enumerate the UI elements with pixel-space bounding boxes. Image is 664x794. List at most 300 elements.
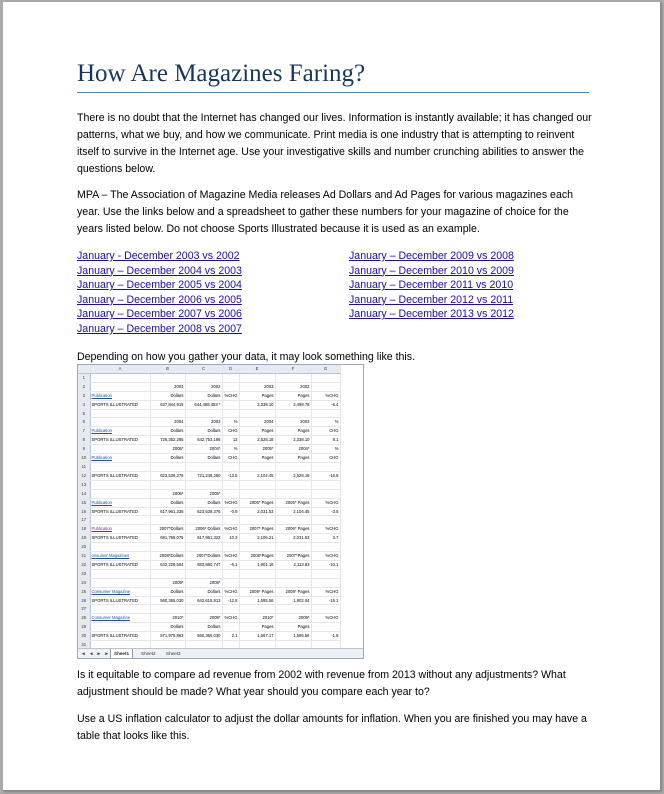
row-header: 27 bbox=[78, 605, 90, 614]
sheet-cell: 560,365,030 bbox=[185, 632, 222, 641]
row-header: 5 bbox=[78, 409, 90, 418]
sheet-row bbox=[78, 596, 340, 605]
sheet-cell: 2003 bbox=[185, 418, 222, 427]
sheet-cell bbox=[275, 543, 311, 552]
row-header: 2 bbox=[78, 382, 90, 391]
sheet-cell: 2,338.10 bbox=[275, 436, 311, 445]
report-link-left-0[interactable]: January - December 2003 vs 2002 bbox=[77, 250, 240, 262]
sheet-cell: %CHG bbox=[222, 587, 239, 596]
sheet-row bbox=[78, 418, 340, 427]
sheet-cell: 637,844,915 bbox=[150, 400, 185, 409]
sheet-cell bbox=[222, 605, 239, 614]
sheet-cell: %CHG bbox=[311, 614, 340, 623]
sheet-cell bbox=[222, 409, 239, 418]
sheet-row bbox=[78, 427, 340, 436]
sheet-cell bbox=[275, 373, 311, 382]
report-link-right-0[interactable]: January – December 2009 vs 2008 bbox=[349, 250, 514, 262]
spreadsheet-screenshot bbox=[77, 364, 364, 659]
sheet-cell: Pages bbox=[239, 623, 275, 632]
sheet-cell bbox=[90, 569, 150, 578]
sheet-cell bbox=[239, 462, 275, 471]
sheet-cell bbox=[90, 409, 150, 418]
sheet-cell: 681,768,075 bbox=[150, 534, 185, 543]
sheet-cell: %CHG bbox=[222, 391, 239, 400]
sheet-nav-arrows-icon: ◄ ◄ ► ► bbox=[81, 651, 111, 656]
sheet-cell bbox=[90, 445, 150, 454]
sheet-cell: 2009* bbox=[185, 614, 222, 623]
sheet-cell: 13 bbox=[222, 436, 239, 445]
sheet-row bbox=[78, 587, 340, 596]
sheet-cell bbox=[222, 489, 239, 498]
sheet-cell: Pages bbox=[275, 623, 311, 632]
report-link-right-3[interactable]: January – December 2012 vs 2011 bbox=[349, 293, 514, 306]
sheet-cell bbox=[150, 480, 185, 489]
sheet-row bbox=[78, 436, 340, 445]
sheet-row bbox=[78, 623, 340, 632]
sheet-cell: Publication bbox=[90, 498, 150, 507]
sheet-cell: 2004* bbox=[275, 445, 311, 454]
sheet-cell: 2007*Dollars bbox=[150, 525, 185, 534]
row-header: 21 bbox=[78, 552, 90, 561]
sheet-cell: SPORTS ILLUSTRATED bbox=[90, 596, 150, 605]
sheet-cell: 2010* bbox=[239, 614, 275, 623]
row-header: 18 bbox=[78, 525, 90, 534]
row-header: 29 bbox=[78, 623, 90, 632]
row-header: 19 bbox=[78, 534, 90, 543]
sheet-cell: 2,528.18 bbox=[275, 471, 311, 480]
sheet-row bbox=[78, 578, 340, 587]
sheet-cell bbox=[222, 462, 239, 471]
sheet-cell bbox=[311, 409, 340, 418]
sheet-cell: -16.8 bbox=[311, 471, 340, 480]
sheet-row bbox=[78, 409, 340, 418]
sheet-cell: Dollars bbox=[150, 498, 185, 507]
report-link-left-3[interactable]: January – December 2006 vs 2005 bbox=[77, 293, 242, 306]
sheet-cell bbox=[150, 569, 185, 578]
links-column-left bbox=[77, 249, 242, 337]
sheet-cell bbox=[275, 569, 311, 578]
sheet-cell bbox=[90, 382, 150, 391]
sheet-cell: 642,753,186 bbox=[185, 436, 222, 445]
sheet-cell: %CHG bbox=[222, 498, 239, 507]
sheet-cell bbox=[90, 578, 150, 587]
report-link-left-2[interactable]: January – December 2005 vs 2004 bbox=[77, 279, 242, 292]
sheet-cell: CHG bbox=[311, 454, 340, 463]
sheet-cell: 2010* bbox=[150, 614, 185, 623]
sheet-cell bbox=[275, 409, 311, 418]
sheet-cell bbox=[90, 462, 150, 471]
sheet-cell bbox=[239, 489, 275, 498]
sheet-cell: 571,975,863 bbox=[150, 632, 185, 641]
sheet-cell: 2007*Pages bbox=[275, 552, 311, 561]
sheet-cell: 2,031.53 bbox=[275, 534, 311, 543]
sheet-cell: 2009* bbox=[275, 614, 311, 623]
sheet-cell bbox=[150, 462, 185, 471]
sheet-cell: 623,539,376 bbox=[185, 507, 222, 516]
sheet-cell bbox=[222, 543, 239, 552]
sheet-cell bbox=[150, 409, 185, 418]
sheet-cell: 2003 bbox=[150, 382, 185, 391]
sheet-cell: Consumer Magazine bbox=[90, 614, 150, 623]
sheet-cell: 2,106.21 bbox=[239, 534, 275, 543]
sheet-row bbox=[78, 614, 340, 623]
sheet-tabs-bar bbox=[78, 648, 363, 658]
sheet-cell: 2.1 bbox=[222, 632, 239, 641]
sheet-cell: %CHG bbox=[311, 525, 340, 534]
sheet-row bbox=[78, 498, 340, 507]
sheet-cell: -13.5 bbox=[222, 471, 239, 480]
sheet-cell bbox=[90, 418, 150, 427]
sheet-row bbox=[78, 400, 340, 409]
sheet-cell: SPORTS ILLUSTRATED bbox=[90, 436, 150, 445]
sheet-cell: 2009* Pages bbox=[239, 587, 275, 596]
sheet-cell bbox=[185, 543, 222, 552]
row-header: 3 bbox=[78, 391, 90, 400]
sheet-cell: -3.5 bbox=[311, 507, 340, 516]
sheet-cell: -16.1 bbox=[311, 596, 340, 605]
sheet-cell: 2002 bbox=[185, 382, 222, 391]
sheet-cell: CHG bbox=[311, 427, 340, 436]
sheet-cell: % bbox=[222, 445, 239, 454]
sheet-cell bbox=[222, 400, 239, 409]
sheet-tab-3: Sheet3 bbox=[166, 651, 181, 656]
row-header: 11 bbox=[78, 462, 90, 471]
row-header: 6 bbox=[78, 418, 90, 427]
sheet-cell: Dollars bbox=[185, 391, 222, 400]
sheet-cell: Publication bbox=[90, 454, 150, 463]
row-header: 9 bbox=[78, 445, 90, 454]
sheet-cell: 2006* Dollars bbox=[185, 525, 222, 534]
sheet-row bbox=[78, 632, 340, 641]
sheet-cell: SPORTS ILLUSTRATED bbox=[90, 632, 150, 641]
sheet-cell: 1,595.56 bbox=[275, 632, 311, 641]
sheet-cell bbox=[311, 569, 340, 578]
row-header: 25 bbox=[78, 587, 90, 596]
report-link-left-4[interactable]: January – December 2007 vs 2006 bbox=[77, 308, 242, 321]
sheet-cell: Pages bbox=[239, 454, 275, 463]
sheet-cell bbox=[185, 480, 222, 489]
sheet-cell: SPORTS ILLUSTRATED bbox=[90, 534, 150, 543]
sheet-cell: 2007* Pages bbox=[239, 525, 275, 534]
row-header: 13 bbox=[78, 480, 90, 489]
row-header: 26 bbox=[78, 596, 90, 605]
sheet-cell: 2008*Pages bbox=[239, 552, 275, 561]
sheet-cell: Dollars bbox=[185, 623, 222, 632]
sheet-cell: Dollars bbox=[150, 454, 185, 463]
sheet-cell bbox=[239, 373, 275, 382]
sheet-cell bbox=[90, 516, 150, 525]
sheet-cell: 1,901.16 bbox=[239, 560, 275, 569]
sheet-cell: 2009* bbox=[150, 578, 185, 587]
sheet-cell bbox=[222, 623, 239, 632]
sheet-cell: 2004 bbox=[239, 418, 275, 427]
sheet-row bbox=[78, 382, 340, 391]
sheet-row bbox=[78, 489, 340, 498]
sheet-cell bbox=[90, 373, 150, 382]
sheet-cell bbox=[150, 516, 185, 525]
mpa-paragraph: MPA – The Association of Magazine Media releases Ad Dollars and Ad Pages for various magazines each year. Use the links below and a spreadsheet to gather these numbers for your magazine of choice for the years listed below. Do not choose Sports Illustrated because it is used as an example. bbox=[77, 189, 574, 235]
sheet-cell: 2004* bbox=[185, 445, 222, 454]
sheet-cell bbox=[185, 516, 222, 525]
sheet-cell: -6.4 bbox=[311, 400, 340, 409]
sheet-cell: 726,352,285 bbox=[150, 436, 185, 445]
sheet-cell bbox=[239, 578, 275, 587]
column-header: D bbox=[222, 365, 239, 373]
sheet-cell: 2,031.53 bbox=[239, 507, 275, 516]
sheet-cell bbox=[239, 569, 275, 578]
column-header: E bbox=[239, 365, 275, 373]
sheet-cell: 2,104.45 bbox=[239, 471, 275, 480]
sheet-cell bbox=[239, 409, 275, 418]
sheet-cell: 2005* Pages bbox=[275, 498, 311, 507]
sheet-cell: 2005* bbox=[185, 489, 222, 498]
sheet-cell: Dollars bbox=[185, 498, 222, 507]
sheet-cell bbox=[239, 516, 275, 525]
sheet-cell bbox=[90, 623, 150, 632]
row-header: 30 bbox=[78, 632, 90, 641]
sheet-cell: SPORTS ILLUSTRATED bbox=[90, 560, 150, 569]
sheet-row bbox=[78, 507, 340, 516]
sheet-cell bbox=[311, 489, 340, 498]
sheet-cell bbox=[150, 605, 185, 614]
spreadsheet-grid bbox=[78, 365, 341, 650]
sheet-cell: 2008* bbox=[185, 578, 222, 587]
row-header: 4 bbox=[78, 400, 90, 409]
sheet-cell: 2,113.83 bbox=[275, 560, 311, 569]
sheet-cell: 617,961,336 bbox=[150, 507, 185, 516]
sheet-cell bbox=[275, 516, 311, 525]
sheet-cell: 623,539,376 bbox=[150, 471, 185, 480]
sheet-cell: %CHG bbox=[222, 614, 239, 623]
sheet-cell: 2004 bbox=[150, 418, 185, 427]
sheet-cell: 1,567.17 bbox=[239, 632, 275, 641]
sheet-row bbox=[78, 516, 340, 525]
row-header: 14 bbox=[78, 489, 90, 498]
sheet-cell: 2006* Pages bbox=[239, 498, 275, 507]
sheet-row bbox=[78, 525, 340, 534]
sheet-cell: 2,528.18 bbox=[239, 436, 275, 445]
sheet-cell: SPORTS ILLUSTRATED bbox=[90, 471, 150, 480]
sheet-cell bbox=[311, 373, 340, 382]
sheet-cell bbox=[275, 462, 311, 471]
sheet-row bbox=[78, 560, 340, 569]
sheet-cell bbox=[311, 516, 340, 525]
sheet-cell: CHG bbox=[222, 454, 239, 463]
sheet-cell: 560,365,030 bbox=[150, 596, 185, 605]
sheet-cell: %CHG bbox=[311, 587, 340, 596]
sheet-cell: 2006* Pages bbox=[275, 525, 311, 534]
sheet-cell: -1.8 bbox=[311, 632, 340, 641]
sheet-row bbox=[78, 471, 340, 480]
sheet-cell bbox=[90, 543, 150, 552]
sheet-row bbox=[78, 534, 340, 543]
column-header: B bbox=[150, 365, 185, 373]
sheet-cell: 2008*Dollars bbox=[150, 552, 185, 561]
sheet-cell: %CHG bbox=[222, 525, 239, 534]
sheet-cell: 2006* bbox=[150, 489, 185, 498]
sheet-cell: 642,228,504 bbox=[150, 560, 185, 569]
sheet-cell: SPORTS ILLUSTRATED bbox=[90, 507, 150, 516]
sheet-cell bbox=[311, 578, 340, 587]
sheet-cell bbox=[222, 373, 239, 382]
sheet-row bbox=[78, 391, 340, 400]
sheet-cell bbox=[222, 516, 239, 525]
depending-paragraph: Depending on how you gather your data, it may look something like this. bbox=[77, 351, 416, 363]
sheet-cell bbox=[275, 489, 311, 498]
row-header: 8 bbox=[78, 436, 90, 445]
sheet-row bbox=[78, 543, 340, 552]
sheet-cell: 2008* Pages bbox=[275, 587, 311, 596]
row-header: 31 bbox=[78, 641, 90, 650]
sheet-cell bbox=[311, 543, 340, 552]
row-header: 17 bbox=[78, 516, 90, 525]
sheet-cell: 1,595.56 bbox=[239, 596, 275, 605]
sheet-cell: 2003 bbox=[275, 418, 311, 427]
question-paragraph: Is it equitable to compare ad revenue from 2002 with revenue from 2013 without any adjustments? What adjustment should be made? What year should you compare each year to? bbox=[77, 669, 566, 698]
sheet-row bbox=[78, 373, 340, 382]
sheet-cell bbox=[185, 409, 222, 418]
sheet-cell: -0.9 bbox=[222, 507, 239, 516]
sheet-cell: Pages bbox=[275, 454, 311, 463]
intro-paragraph: There is no doubt that the Internet has changed our lives. Information is instantly available; it has changed our patterns, what we buy, and how we communicate. Print media is one industry that is attempting to reinvent itself to survive in the Internet age. Use your investigative skills and number crunching abilities to answer the questions below. bbox=[77, 112, 592, 175]
sheet-cell bbox=[150, 543, 185, 552]
sheet-cell: %CHG bbox=[311, 498, 340, 507]
sheet-cell: Dollars bbox=[150, 427, 185, 436]
row-header: 28 bbox=[78, 614, 90, 623]
sheet-cell: -12.8 bbox=[222, 596, 239, 605]
sheet-cell: Pages bbox=[275, 427, 311, 436]
sheet-row bbox=[78, 569, 340, 578]
sheet-row bbox=[78, 480, 340, 489]
sheet-cell: Dollars bbox=[185, 454, 222, 463]
column-header: C bbox=[185, 365, 222, 373]
sheet-cell: CHG bbox=[222, 427, 239, 436]
sheet-cell: Dollars bbox=[150, 587, 185, 596]
sheet-cell bbox=[275, 480, 311, 489]
column-header bbox=[78, 365, 90, 373]
sheet-cell: 2002 bbox=[275, 382, 311, 391]
row-header: 12 bbox=[78, 471, 90, 480]
sheet-cell: % bbox=[222, 418, 239, 427]
sheet-cell bbox=[239, 605, 275, 614]
sheet-cell: %CHG bbox=[311, 552, 340, 561]
sheet-cell: % bbox=[311, 445, 340, 454]
sheet-cell: 683,860,747 bbox=[185, 560, 222, 569]
sheet-cell: onsumer Magazines bbox=[90, 552, 150, 561]
sheet-cell bbox=[90, 605, 150, 614]
sheet-cell: %CHG bbox=[311, 391, 340, 400]
sheet-cell: 2,104.45 bbox=[275, 507, 311, 516]
sheet-cell: Pages bbox=[239, 427, 275, 436]
sheet-cell bbox=[311, 382, 340, 391]
sheet-cell: Dollars bbox=[185, 427, 222, 436]
sheet-tab-2: Sheet2 bbox=[141, 651, 156, 656]
row-header: 20 bbox=[78, 543, 90, 552]
report-link-right-4[interactable]: January – December 2013 vs 2012 bbox=[349, 308, 514, 321]
sheet-cell: %CHG bbox=[222, 552, 239, 561]
sheet-cell bbox=[185, 462, 222, 471]
sheet-cell: 2,498.78 bbox=[275, 400, 311, 409]
sheet-row bbox=[78, 462, 340, 471]
sheet-cell: Pages bbox=[239, 391, 275, 400]
sheet-cell: 10.3 bbox=[222, 534, 239, 543]
sheet-cell: 8.1 bbox=[311, 436, 340, 445]
sheet-cell: Dollars bbox=[150, 623, 185, 632]
sheet-cell bbox=[275, 578, 311, 587]
sheet-cell: 2005* bbox=[150, 445, 185, 454]
sheet-cell bbox=[311, 480, 340, 489]
sheet-cell bbox=[185, 605, 222, 614]
row-header: 16 bbox=[78, 507, 90, 516]
sheet-cell bbox=[185, 569, 222, 578]
document-page bbox=[3, 2, 661, 791]
sheet-cell: Publication bbox=[90, 391, 150, 400]
report-link-left-5[interactable]: January – December 2008 vs 2007 bbox=[77, 322, 242, 335]
sheet-cell: 642,615,913 bbox=[185, 596, 222, 605]
row-header: 24 bbox=[78, 578, 90, 587]
report-link-right-2[interactable]: January – December 2011 vs 2010 bbox=[349, 279, 514, 292]
sheet-cell bbox=[185, 373, 222, 382]
row-header: 1 bbox=[78, 373, 90, 382]
sheet-cell bbox=[150, 373, 185, 382]
sheet-cell: 2007*Dollars bbox=[185, 552, 222, 561]
row-header: 10 bbox=[78, 454, 90, 463]
sheet-cell bbox=[222, 578, 239, 587]
row-header: 7 bbox=[78, 427, 90, 436]
report-link-left-1[interactable]: January – December 2004 vs 2003 bbox=[77, 264, 242, 277]
inflation-paragraph: Use a US inflation calculator to adjust the dollar amounts for inflation. When you are finished you may have a table that looks like this. bbox=[77, 713, 587, 742]
sheet-cell: Dollars bbox=[185, 587, 222, 596]
sheet-row bbox=[78, 605, 340, 614]
column-header: G bbox=[311, 365, 340, 373]
row-header: 23 bbox=[78, 569, 90, 578]
sheet-cell: 617,961,322 bbox=[185, 534, 222, 543]
report-link-right-1[interactable]: January – December 2010 vs 2009 bbox=[349, 264, 514, 277]
sheet-cell bbox=[222, 480, 239, 489]
sheet-cell: Pages bbox=[275, 391, 311, 400]
sheet-cell: 3.7 bbox=[311, 534, 340, 543]
row-header: 22 bbox=[78, 560, 90, 569]
sheet-cell: 1,902.04 bbox=[275, 596, 311, 605]
sheet-tab-1: Sheet1 bbox=[110, 649, 133, 658]
sheet-cell bbox=[239, 543, 275, 552]
links-column-right bbox=[349, 249, 514, 322]
report-links bbox=[77, 249, 577, 339]
sheet-cell: -10.1 bbox=[311, 560, 340, 569]
sheet-cell: 2003 bbox=[239, 382, 275, 391]
sheet-cell: % bbox=[311, 418, 340, 427]
sheet-cell: 2,338.10 bbox=[239, 400, 275, 409]
sheet-cell: Publication bbox=[90, 525, 150, 534]
sheet-cell bbox=[90, 489, 150, 498]
sheet-row bbox=[78, 552, 340, 561]
column-header: A bbox=[90, 365, 150, 373]
sheet-cell bbox=[311, 623, 340, 632]
sheet-cell: Consumer Magazine bbox=[90, 587, 150, 596]
sheet-cell bbox=[275, 605, 311, 614]
column-header: F bbox=[275, 365, 311, 373]
sheet-cell bbox=[311, 605, 340, 614]
sheet-cell bbox=[239, 480, 275, 489]
row-header: 15 bbox=[78, 498, 90, 507]
sheet-cell: -6.1 bbox=[222, 560, 239, 569]
sheet-cell: SPORTS ILLUSTRATED bbox=[90, 400, 150, 409]
sheet-cell: 2005* bbox=[239, 445, 275, 454]
sheet-cell bbox=[90, 480, 150, 489]
sheet-cell: Publication bbox=[90, 427, 150, 436]
sheet-row bbox=[78, 445, 340, 454]
sheet-cell: 644,468,453 * bbox=[185, 400, 222, 409]
